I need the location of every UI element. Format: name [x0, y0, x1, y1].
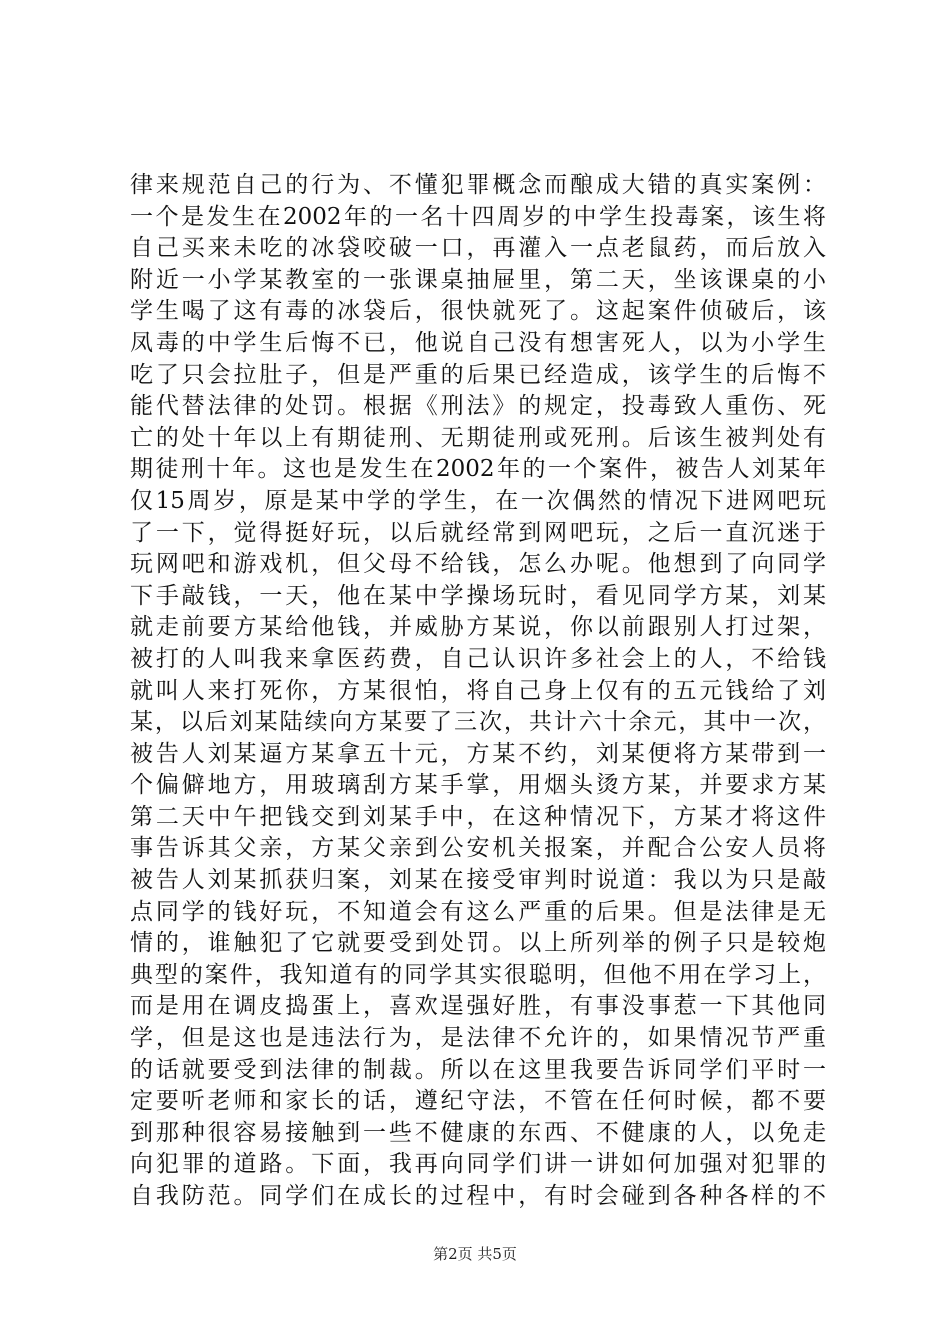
text-line: 到那种很容易接触到一些不健康的东西、不健康的人，以免走: [130, 1119, 826, 1146]
page-footer: 第2页 共5页: [433, 1245, 517, 1263]
text-line: 能代替法律的处罚。根据《刑法》的规定，投毒致人重伤、死: [130, 393, 826, 420]
text-line: 就走前要方某给他钱，并威胁方某说，你以前跟别人打过架，: [130, 614, 826, 641]
text-line: 一个是发生在2002年的一名十四周岁的中学生投毒案，该生将: [130, 203, 826, 230]
text-line: 典型的案件，我知道有的同学其实很聪明，但他不用在学习上，: [130, 961, 826, 988]
text-line: 期徒刑十年。这也是发生在2002年的一个案件，被告人刘某年: [130, 456, 826, 483]
text-line: 被打的人叫我来拿医药费，自己认识许多社会上的人，不给钱: [130, 645, 826, 672]
text-line: 下手敲钱，一天，他在某中学操场玩时，看见同学方某，刘某: [130, 582, 826, 609]
text-line: 玩网吧和游戏机，但父母不给钱，怎么办呢。他想到了向同学: [130, 551, 826, 578]
text-line: 第二天中午把钱交到刘某手中，在这种情况下，方某才将这件: [130, 803, 826, 830]
text-line: 事告诉其父亲，方某父亲到公安机关报案，并配合公安人员将: [130, 835, 826, 862]
text-line: 仅15周岁，原是某中学的学生，在一次偶然的情况下进网吧玩: [130, 487, 826, 514]
text-line: 点同学的钱好玩，不知道会有这么严重的后果。但是法律是无: [130, 898, 826, 925]
text-line: 的话就要受到法律的制裁。所以在这里我要告诉同学们平时一: [130, 1056, 826, 1083]
text-line: 定要听老师和家长的话，遵纪守法，不管在任何时候，都不要: [130, 1088, 826, 1115]
text-line: 向犯罪的道路。下面，我再向同学们讲一讲如何加强对犯罪的: [130, 1151, 826, 1178]
text-line: 而是用在调皮捣蛋上，喜欢逞强好胜，有事没事惹一下其他同: [130, 993, 826, 1020]
text-line: 个偏僻地方，用玻璃刮方某手掌，用烟头烫方某，并要求方某: [130, 772, 826, 799]
text-line: 了一下，觉得挺好玩，以后就经常到网吧玩，之后一直沉迷于: [130, 519, 826, 546]
text-line: 自己买来未吃的冰袋咬破一口，再灌入一点老鼠药，而后放入: [130, 235, 826, 262]
text-line: 亡的处十年以上有期徒刑、无期徒刑或死刑。后该生被判处有: [130, 424, 826, 451]
text-line: 某，以后刘某陆续向方某要了三次，共计六十余元，其中一次，: [130, 709, 826, 736]
text-line: 学，但是这也是违法行为，是法律不允许的，如果情况节严重: [130, 1025, 826, 1052]
text-line: 被告人刘某抓获归案，刘某在接受审判时说道：我以为只是敲: [130, 867, 826, 894]
text-line: 学生喝了这有毒的冰袋后，很快就死了。这起案件侦破后，该: [130, 298, 826, 325]
text-line: 吃了只会拉肚子，但是严重的后果已经造成，该学生的后悔不: [130, 361, 826, 388]
body-text: [130, 170, 826, 1213]
text-line: 情的，谁触犯了它就要受到处罚。以上所列举的例子只是较炮: [130, 930, 826, 957]
text-line: 就叫人来打死你，方某很怕，将自己身上仅有的五元钱给了刘: [130, 677, 826, 704]
text-line: 自我防范。同学们在成长的过程中，有时会碰到各种各样的不: [130, 1183, 826, 1209]
text-line: 律来规范自己的行为、不懂犯罪概念而酿成大错的真实案例：: [130, 172, 826, 198]
text-line: 被告人刘某逼方某拿五十元，方某不约，刘某便将方某带到一: [130, 740, 826, 767]
text-line: 凤毒的中学生后悔不已，他说自己没有想害死人，以为小学生: [130, 329, 826, 356]
text-line: 附近一小学某教室的一张课桌抽屉里，第二天，坐该课桌的小: [130, 266, 826, 293]
